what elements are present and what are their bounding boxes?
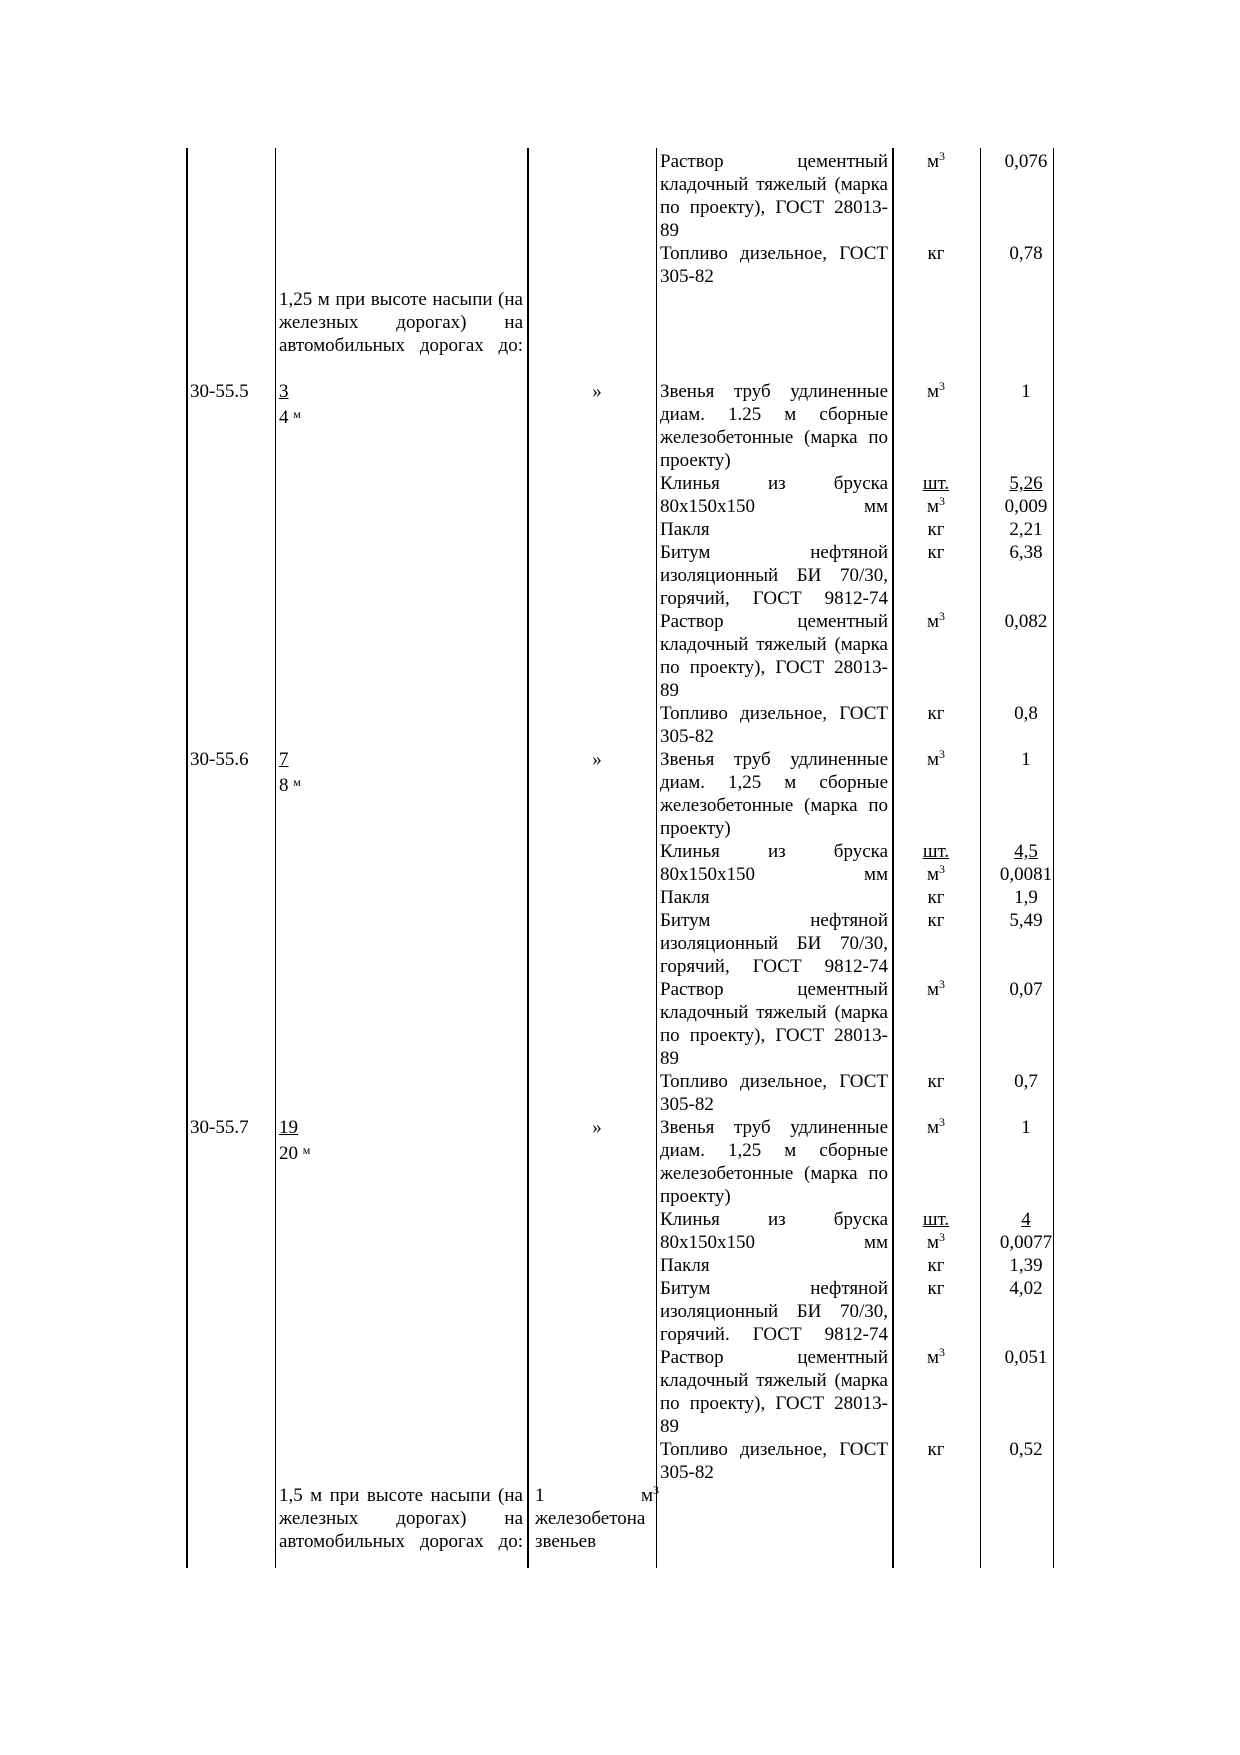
material-name: Битум нефтяной изоляционный БИ 70/30, горячий, ГОСТ 9812-74 — [660, 910, 888, 977]
unit: $м^3$ — [926, 977, 946, 1000]
unit: кг — [927, 703, 945, 724]
unit: $м^3$ — [926, 1115, 946, 1138]
unit: $м^3$ — [926, 1345, 946, 1368]
material-name: Раствор цементный кладочный тяжелый (марка по проекту), ГОСТ 28013-89 — [660, 151, 888, 241]
material-name: Пакля — [660, 887, 710, 908]
quantity: 6,38 — [1009, 542, 1043, 563]
fraction-denominator: 4 $^м$ — [279, 407, 301, 428]
material-name: Топливо дизельное, ГОСТ 305-82 — [660, 703, 888, 747]
height-fraction — [279, 380, 301, 429]
row-code: 30-55.5 — [190, 381, 249, 402]
ditto-mark: » — [592, 1117, 602, 1138]
ditto-mark: » — [592, 749, 602, 770]
unit: шт. $м^3$ — [922, 473, 950, 517]
column-rule — [980, 148, 981, 1568]
quantity: 1 — [1021, 381, 1031, 402]
unit: $м^3$ — [926, 149, 946, 172]
quantity: 1 — [1021, 749, 1031, 770]
unit: кг — [927, 1255, 945, 1276]
material-name: Звенья труб удлиненные диам. 1.25 м сборные железобетонные (марка по проекту) — [660, 381, 888, 471]
quantity: 4,5 0,0081 — [999, 841, 1053, 885]
column-rule — [275, 148, 276, 1568]
quantity: 4,02 — [1009, 1278, 1043, 1299]
unit: кг — [927, 1439, 945, 1460]
quantity: 0,52 — [1009, 1439, 1043, 1460]
material-name: Топливо дизельное, ГОСТ 305-82 — [660, 1439, 888, 1483]
material-name: Звенья труб удлиненные диам. 1,25 м сборные железобетонные (марка по проекту) — [660, 1117, 888, 1207]
unit: кг — [927, 1071, 945, 1092]
quantity: 4 0,0077 — [999, 1209, 1053, 1253]
unit: кг — [927, 243, 945, 264]
fraction-denominator: 8 $^м$ — [279, 775, 301, 796]
quantity: 0,78 — [1009, 243, 1043, 264]
fraction-numerator: 19 — [279, 1117, 298, 1138]
quantity: 0,051 — [1004, 1347, 1048, 1368]
quantity: 1 — [1021, 1117, 1031, 1138]
unit: $м^3$ — [926, 609, 946, 632]
material-name: Звенья труб удлиненные диам. 1,25 м сборные железобетонные (марка по проекту) — [660, 749, 888, 839]
unit: $м^3$ — [926, 379, 946, 402]
unit: кг — [927, 887, 945, 908]
material-name: Клинья из бруска 80х150х150 мм — [660, 841, 888, 885]
column-rule — [527, 148, 529, 1568]
row-code: 30-55.7 — [190, 1117, 249, 1138]
ditto-mark: » — [592, 381, 602, 402]
material-name: Топливо дизельное, ГОСТ 305-82 — [660, 1071, 888, 1115]
height-fraction — [279, 748, 301, 797]
column-rule — [186, 148, 188, 1568]
quantity: 5,26 0,009 — [1004, 473, 1048, 517]
quantity: 0,7 — [1014, 1071, 1038, 1092]
section-header: 1,25 м при высоте насыпи (на железных дорогах) на автомобильных дорогах до: — [279, 289, 523, 356]
material-name: Клинья из бруска 80х150х150 мм — [660, 473, 888, 517]
unit: кг — [927, 1278, 945, 1299]
unit: кг — [927, 910, 945, 931]
unit: шт. $м^3$ — [922, 1209, 950, 1253]
material-name: Топливо дизельное, ГОСТ 305-82 — [660, 243, 888, 287]
quantity: 1,39 — [1009, 1255, 1043, 1276]
unit: кг — [927, 519, 945, 540]
row-code: 30-55.6 — [190, 749, 249, 770]
unit: кг — [927, 542, 945, 563]
material-name: Раствор цементный кладочный тяжелый (марка по проекту), ГОСТ 28013-89 — [660, 1347, 888, 1437]
quantity: 1,9 — [1014, 887, 1038, 908]
material-name: Битум нефтяной изоляционный БИ 70/30, горячий. ГОСТ 9812-74 — [660, 1278, 888, 1345]
column-rule — [656, 148, 657, 1568]
unit: $м^3$ — [926, 747, 946, 770]
height-fraction — [279, 1116, 310, 1165]
material-name: Пакля — [660, 1255, 710, 1276]
material-name: Раствор цементный кладочный тяжелый (марка по проекту), ГОСТ 28013-89 — [660, 979, 888, 1069]
quantity: 2,21 — [1009, 519, 1043, 540]
meter-unit: 1 $м^3$ железобетона звеньев — [535, 1483, 659, 1552]
material-name: Раствор цементный кладочный тяжелый (марка по проекту), ГОСТ 28013-89 — [660, 611, 888, 701]
quantity: 5,49 — [1009, 910, 1043, 931]
section-header: 1,5 м при высоте насыпи (на железных дорогах) на автомобильных дорогах до: — [279, 1485, 523, 1552]
fraction-numerator: 3 — [279, 381, 289, 402]
material-name: Пакля — [660, 519, 710, 540]
fraction-numerator: 7 — [279, 749, 289, 770]
quantity: 0,07 — [1009, 979, 1043, 1000]
material-name: Битум нефтяной изоляционный БИ 70/30, горячий, ГОСТ 9812-74 — [660, 542, 888, 609]
quantity: 0,082 — [1004, 611, 1048, 632]
unit: шт. $м^3$ — [922, 841, 950, 885]
quantity: 0,076 — [1004, 151, 1048, 172]
material-name: Клинья из бруска 80х150х150 мм — [660, 1209, 888, 1253]
quantity: 0,8 — [1014, 703, 1038, 724]
fraction-denominator: 20 $^м$ — [279, 1143, 311, 1164]
